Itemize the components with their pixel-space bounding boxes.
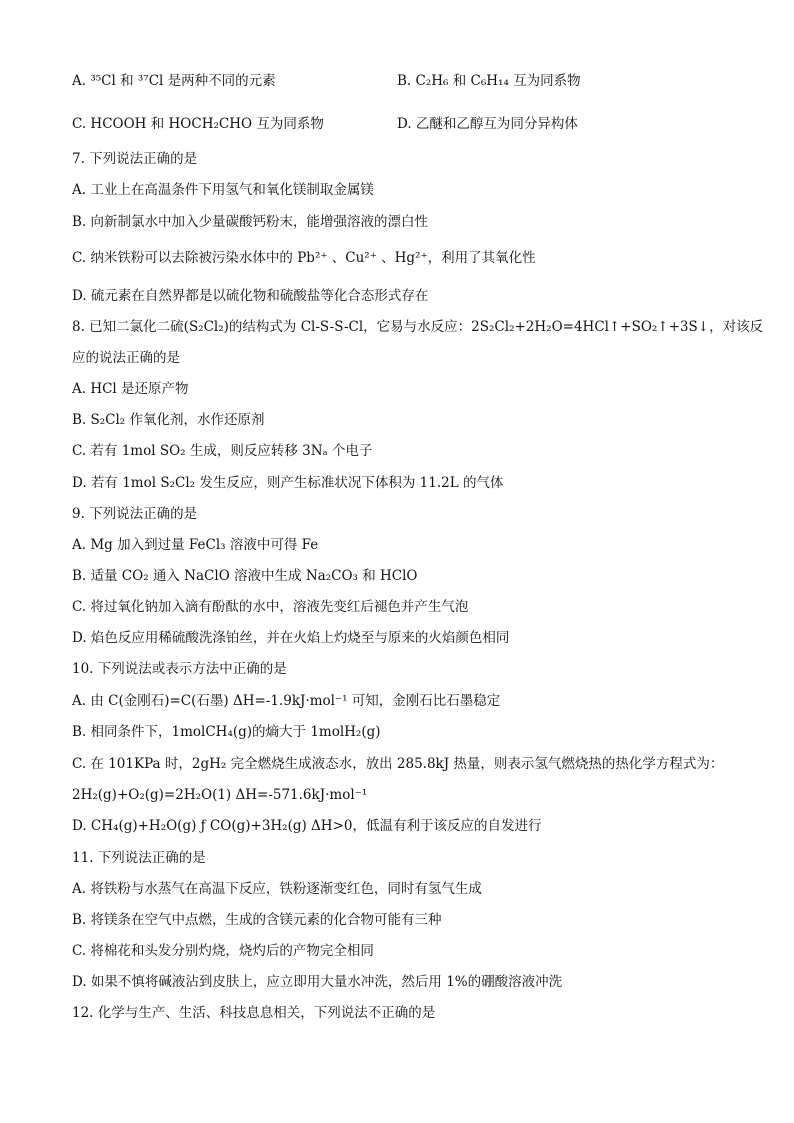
- q9-option-d: D. 焰色反应用稀硫酸洗涤铂丝，并在火焰上灼烧至与原来的火焰颜色相同: [72, 630, 510, 646]
- q6-option-c: C. HCOOH 和 HOCH₂CHO 互为同系物: [72, 116, 324, 132]
- q9-option-a: A. Mg 加入到过量 FeCl₃ 溶液中可得 Fe: [72, 537, 319, 553]
- q11-option-d: D. 如果不慎将碱液沾到皮肤上，应立即用大量水冲洗，然后用 1%的硼酸溶液冲洗: [72, 974, 563, 990]
- q10-option-d: D. CH₄(g)+H₂O(g) ƒ CO(g)+3H₂(g) ΔH>0，低温有利于该反应的自发进行: [72, 818, 542, 834]
- q10-option-c: C. 在 101KPa 时，2gH₂ 完全燃烧生成液态水，放出 285.8kJ 热量，则表示氢气燃烧热的热化学方程式为：: [72, 756, 724, 772]
- q8-option-c: C. 若有 1mol SO₂ 生成，则反应转移 3Nₐ 个电子: [72, 443, 373, 459]
- q11-option-c: C. 将棉花和头发分别灼烧，烧灼后的产物完全相同: [72, 943, 374, 959]
- q11-option-b: B. 将镁条在空气中点燃，生成的含镁元素的化合物可能有三种: [72, 912, 442, 928]
- q7-option-a: A. 工业上在高温条件下用氢气和氧化镁制取金属镁: [72, 182, 374, 198]
- q10-stem: 10. 下列说法或表示方法中正确的是: [72, 661, 287, 677]
- q6-option-b: B. C₂H₆ 和 C₆H₁₄ 互为同系物: [397, 73, 581, 89]
- q11-stem: 11. 下列说法正确的是: [72, 850, 206, 866]
- q6-option-a: A. ³⁵Cl 和 ³⁷Cl 是两种不同的元素: [72, 73, 276, 89]
- q7-stem: 7. 下列说法正确的是: [72, 151, 198, 167]
- q8-option-a: A. HCl 是还原产物: [72, 381, 189, 397]
- q8-option-d: D. 若有 1mol S₂Cl₂ 发生反应，则产生标准状况下体积为 11.2L 的气体: [72, 475, 504, 491]
- q9-option-b: B. 适量 CO₂ 通入 NaClO 溶液中生成 Na₂CO₃ 和 HClO: [72, 568, 418, 584]
- q7-option-b: B. 向新制氯水中加入少量碳酸钙粉末，能增强溶液的漂白性: [72, 214, 429, 230]
- q8-stem: 8. 已知二氯化二硫(S₂Cl₂)的结构式为 Cl-S-S-Cl，它易与水反应：2S₂Cl₂+2H₂O=4HCl↑+SO₂↑+3S↓，对该反: [72, 319, 764, 335]
- q10-option-a: A. 由 C(金刚石)=C(石墨) ΔH=-1.9kJ·mol⁻¹ 可知，金刚石比石墨稳定: [72, 693, 501, 709]
- q11-option-a: A. 将铁粉与水蒸气在高温下反应，铁粉逐渐变红色，同时有氢气生成: [72, 881, 482, 897]
- q10-option-b: B. 相同条件下，1molCH₄(g)的熵大于 1molH₂(g): [72, 724, 381, 740]
- q9-stem: 9. 下列说法正确的是: [72, 506, 198, 522]
- q8-stem-cont: 应的说法正确的是: [72, 350, 180, 366]
- q7-option-c: C. 纳米铁粉可以去除被污染水体中的 Pb²⁺ 、Cu²⁺ 、Hg²⁺，利用了其氧化性: [72, 250, 536, 266]
- q10-option-c-equation: 2H₂(g)+O₂(g)=2H₂O(1) ΔH=-571.6kJ·mol⁻¹: [72, 787, 368, 803]
- q12-stem: 12. 化学与生产、生活、科技息息相关，下列说法不正确的是: [72, 1005, 436, 1021]
- q6-option-d: D. 乙醚和乙醇互为同分异构体: [397, 116, 578, 132]
- q7-option-d: D. 硫元素在自然界都是以硫化物和硫酸盐等化合态形式存在: [72, 288, 429, 304]
- q9-option-c: C. 将过氧化钠加入滴有酚酞的水中，溶液先变红后褪色并产生气泡: [72, 599, 469, 615]
- q8-option-b: B. S₂Cl₂ 作氧化剂，水作还原剂: [72, 412, 265, 428]
